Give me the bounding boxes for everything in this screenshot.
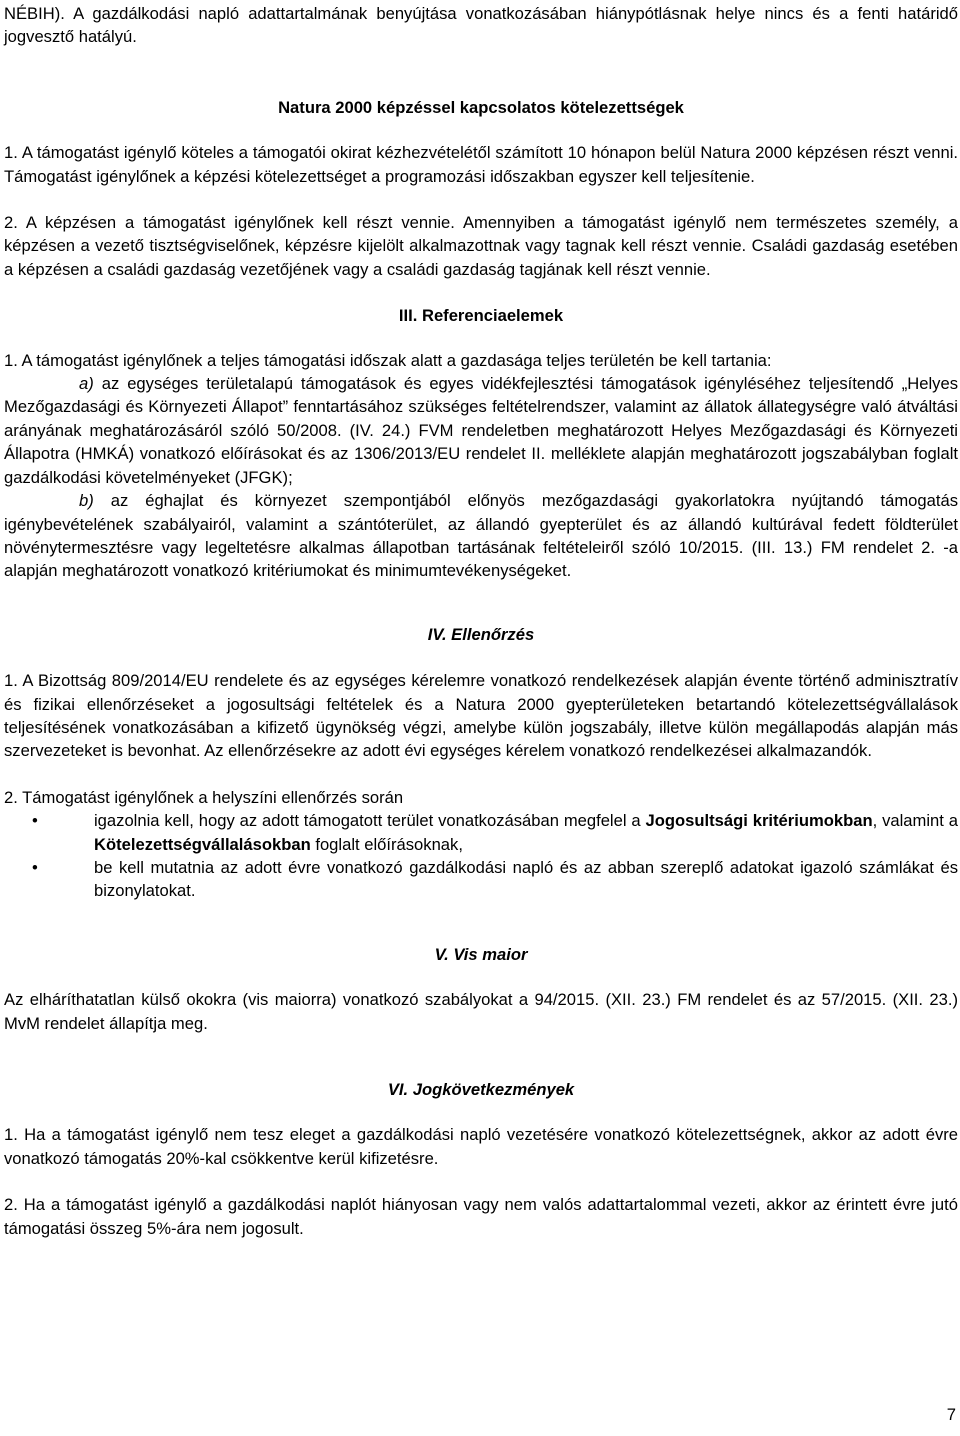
list-item: • be kell mutatnia az adott évre vonatkozó gazdálkodási napló és az abban szereplő adatokat igazoló számlákat és bizonylatokat.	[32, 857, 958, 901]
paragraph-text: 2. Támogatást igénylőnek a helyszíni ellenőrzés során	[4, 787, 404, 807]
heading-vis-maior: V. Vis maior	[434, 944, 528, 964]
paragraph-text: 2. A képzésen a támogatást igénylőnek kell részt vennie. Amennyiben a támogatást igénylő nem természetes személy, a képzésen a vezető tisztségviselőnek, képzésre kijelölt alkalmazottnak vagy tagnak kell részt vennie. Családi gazdaság esetében a képzésen a családi gazdaság vezetőjének vagy a családi gazdaság tagjának kell részt vennie.	[4, 213, 958, 279]
paragraph-text: 1. Ha a támogatást igénylő nem tesz eleget a gazdálkodási napló vezetésére vonatkozó kötelezettségnek, akkor az adott évre vonatkozó támogatás 20%-kal csökkentve kerül kifizetésre.	[4, 1125, 958, 1168]
bullet-icon: •	[32, 811, 38, 831]
paragraph-text: Az elháríthatatlan külső okokra (vis maiorra) vonatkozó szabályokat a 94/2015. (XII. 23.) FM rendelet és az 57/2015. (XII. 23.) MvM rendelet állapítja meg.	[4, 990, 958, 1033]
paragraph-text: az egységes területalapú támogatások és egyes vidékfejlesztési támogatások igényléséhez teljesítendő „Helyes Mezőgazdasági és Környezeti Állapot” fenntartásához szükséges feltételrendszer, valamint az állatok állategységre való átváltási arányának meghatározásáról szóló 50/2008. (IV. 24.) FVM rendeletben meghatározott Helyes Mezőgazdasági és Környezeti Állapotra (HMKÁ) vonatkozó előírásokat és az 1306/2013/EU rendelet II. melléklete alapján meghatározott jogszabályban foglalt gazdálkodási követelményeket (JFGK);	[4, 374, 958, 487]
paragraph-text: az éghajlat és környezet szempontjából előnyös mezőgazdasági gyakorlatokra nyújtandó támogatás igénybevételének szabályairól, valamint a szántóterület, az állandó gyepterület és az állandó kultúrával fedett földterület növénytermesztésre vagy legeltetésre alkalmas állapotban tartásának feltételeiről szóló 10/2015. (III. 13.) FM rendelet 2. -a alapján meghatározott vonatkozó kritériumokat és minimumtevékenységeket.	[4, 491, 958, 581]
bullet-icon: •	[32, 857, 38, 877]
paragraph-jog-2	[4, 1193, 958, 1240]
heading-natura-training: Natura 2000 képzéssel kapcsolatos kötelezettségek	[278, 97, 684, 117]
paragraph-ref-a	[4, 372, 958, 489]
heading-jogkovetkezmenyek: VI. Jogkövetkezmények	[387, 1080, 575, 1099]
paragraph-text: NÉBIH). A gazdálkodási napló adattartalmának benyújtása vonatkozásában hiánypótlásnak helye nincs és a fenti határidő jogvesztő hatályú.	[4, 4, 958, 47]
paragraph-natura-1	[4, 141, 958, 188]
document-page	[4, 0, 958, 1240]
heading-referenciaelemek: III. Referenciaelemek	[398, 306, 564, 326]
paragraph-ref-1	[4, 349, 958, 372]
paragraph-ellenorzes-2	[4, 786, 958, 809]
paragraph-ref-b	[4, 489, 958, 583]
item-label: b)	[79, 491, 94, 511]
paragraph-ellenorzes-1	[4, 669, 958, 763]
bullet-list	[4, 809, 958, 903]
paragraph-text: 1. A Bizottság 809/2014/EU rendelete és az egységes kérelemre vonatkozó rendelkezések alapján évente történő adminisztratív és fizikai ellenőrzéseket a jogosultsági feltételek és a Natura 2000 gyepterületeken betartandó kötelezettségvállalások teljesítésének vonatkozásában a kifizető ügynökség végzi, amelybe külön jogszabály, illetve külön megállapodás alapján más szervezeteket is bevonhat. Az ellenőrzésekre az adott évi egységes kérelem vonatkozó rendelkezései alkalmazandók.	[4, 671, 958, 761]
paragraph-text: 2. Ha a támogatást igénylő a gazdálkodási naplót hiányosan vagy nem valós adattartalommal vezeti, akkor az érintett évre jutó támogatási összeg 5%-ára nem jogosult.	[4, 1195, 958, 1238]
paragraph-vis-maior	[4, 988, 958, 1035]
item-label: a)	[79, 374, 94, 394]
paragraph-jog-1	[4, 1123, 958, 1170]
heading-ellenorzes: IV. Ellenőrzés	[427, 624, 535, 644]
paragraph-text: 1. A támogatást igénylőnek a teljes támogatási időszak alatt a gazdasága teljes területén be kell tartania:	[4, 350, 772, 370]
list-item: • igazolnia kell, hogy az adott támogatott terület vonatkozásában megfelel a Jogosultsági kritériumokban, valamint a Kötelezettségvállalásokban foglalt előírásoknak,	[32, 811, 958, 854]
paragraph-intro	[4, 2, 958, 49]
page-number: 7	[946, 1405, 956, 1424]
paragraph-text: 1. A támogatást igénylő köteles a támogatói okirat kézhezvételétől számított 10 hónapon belül Natura 2000 képzésen részt venni. Támogatást igénylőnek a képzési kötelezettséget a programozási időszakban egyszer kell teljesítenie.	[4, 143, 958, 186]
paragraph-natura-2	[4, 211, 958, 281]
